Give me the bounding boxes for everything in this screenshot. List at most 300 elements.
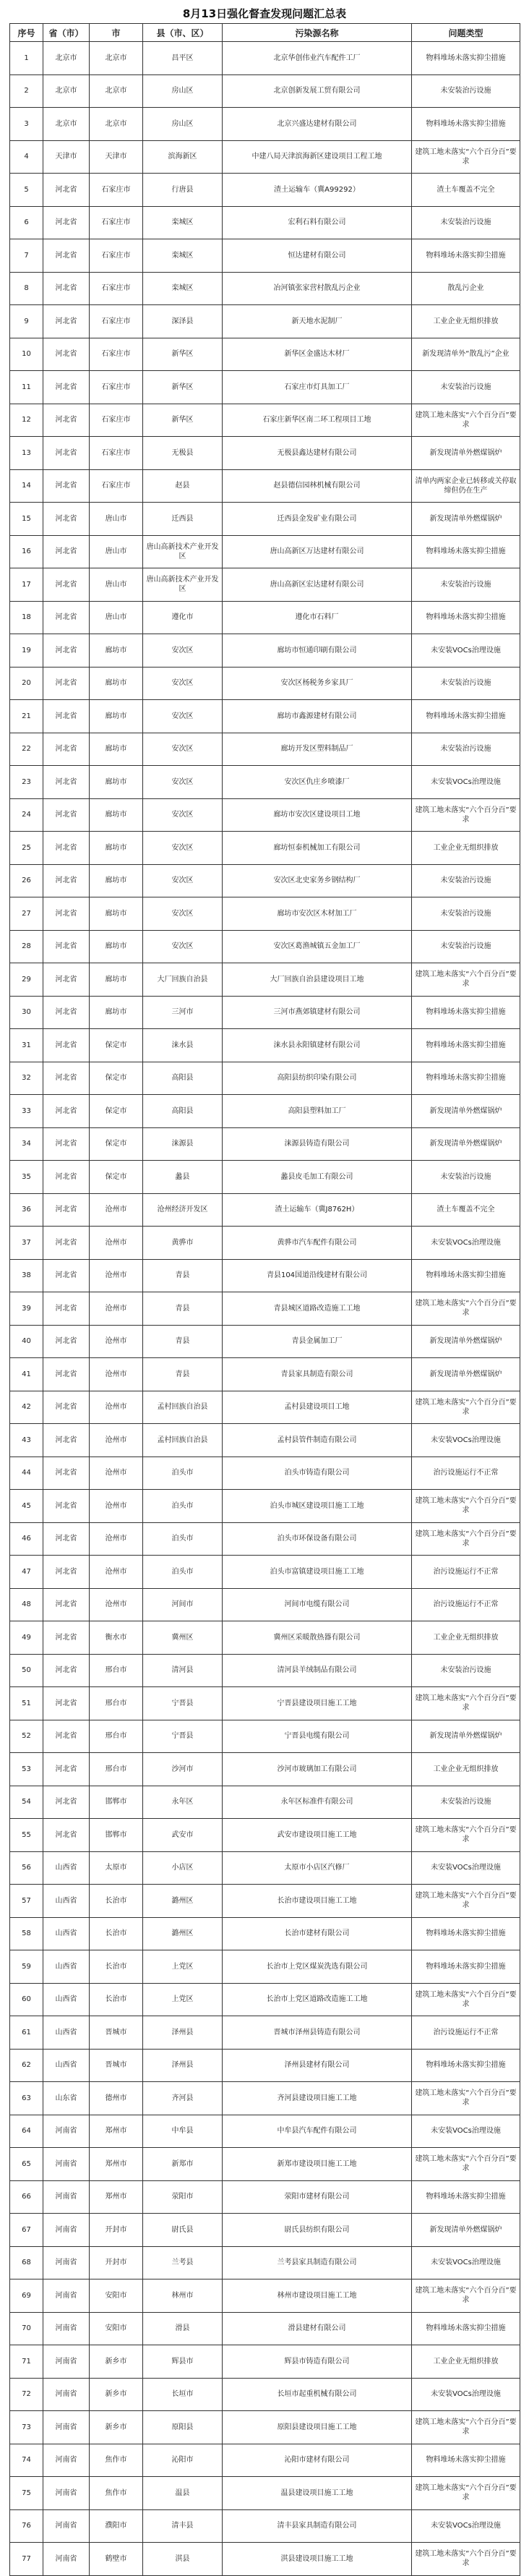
cell-issue-type: 治污设施运行不正常 bbox=[412, 1588, 520, 1621]
cell-city: 郑州市 bbox=[90, 2180, 143, 2214]
cell-province: 河北省 bbox=[43, 1819, 90, 1852]
cell-index: 18 bbox=[10, 601, 43, 634]
cell-province: 河北省 bbox=[43, 1490, 90, 1523]
cell-city: 廊坊市 bbox=[90, 667, 143, 700]
cell-issue-type: 未安装VOCs治理设施 bbox=[412, 634, 520, 668]
cell-county: 赵县 bbox=[143, 469, 223, 503]
cell-issue-type: 新发现清单外燃煤锅炉 bbox=[412, 2214, 520, 2247]
cell-province: 河北省 bbox=[43, 1161, 90, 1194]
cell-index: 8 bbox=[10, 272, 43, 305]
cell-issue-type: 未安装治污设施 bbox=[412, 1786, 520, 1819]
cell-company: 泊头市城区建设项目施工工地 bbox=[223, 1490, 412, 1523]
cell-province: 河北省 bbox=[43, 733, 90, 766]
cell-city: 沧州市 bbox=[90, 1292, 143, 1326]
cell-index: 44 bbox=[10, 1457, 43, 1490]
cell-county: 无极县 bbox=[143, 437, 223, 470]
cell-company: 安次区北史家务乡钢结构厂 bbox=[223, 864, 412, 897]
cell-city: 廊坊市 bbox=[90, 634, 143, 668]
cell-county: 沙河市 bbox=[143, 1753, 223, 1786]
cell-county: 安次区 bbox=[143, 667, 223, 700]
cell-index: 56 bbox=[10, 1851, 43, 1885]
cell-city: 北京市 bbox=[90, 42, 143, 75]
cell-index: 57 bbox=[10, 1885, 43, 1918]
cell-city: 晋城市 bbox=[90, 2016, 143, 2050]
cell-index: 43 bbox=[10, 1424, 43, 1457]
cell-index: 12 bbox=[10, 404, 43, 437]
cell-issue-type: 新发现清单外燃煤锅炉 bbox=[412, 1358, 520, 1391]
cell-city: 石家庄市 bbox=[90, 305, 143, 338]
cell-city: 郑州市 bbox=[90, 2148, 143, 2181]
table-row bbox=[10, 1950, 520, 1984]
cell-issue-type: 物料堆场未落实抑尘措施 bbox=[412, 1259, 520, 1292]
cell-county: 三河市 bbox=[143, 996, 223, 1029]
table-row bbox=[10, 2345, 520, 2379]
cell-issue-type: 物料堆场未落实抑尘措施 bbox=[412, 1029, 520, 1062]
cell-company: 河间市电缆有限公司 bbox=[223, 1588, 412, 1621]
cell-company: 冀州区采暖散热器有限公司 bbox=[223, 1621, 412, 1655]
cell-index: 29 bbox=[10, 963, 43, 997]
cell-issue-type: 治污设施运行不正常 bbox=[412, 2016, 520, 2050]
table-row bbox=[10, 1819, 520, 1852]
cell-city: 廊坊市 bbox=[90, 996, 143, 1029]
cell-province: 河南省 bbox=[43, 2444, 90, 2477]
cell-province: 河南省 bbox=[43, 2411, 90, 2444]
cell-issue-type: 工业企业无组织排放 bbox=[412, 305, 520, 338]
table-row bbox=[10, 206, 520, 239]
cell-county: 唐山高新技术产业开发区 bbox=[143, 535, 223, 568]
cell-company: 石家庄新华区南二环工程项目工地 bbox=[223, 404, 412, 437]
table-row bbox=[10, 667, 520, 700]
cell-county: 房山区 bbox=[143, 74, 223, 108]
cell-index: 74 bbox=[10, 2444, 43, 2477]
cell-company: 北京创新发展工贸有限公司 bbox=[223, 74, 412, 108]
table-row bbox=[10, 404, 520, 437]
cell-company: 石家庄市灯具加工厂 bbox=[223, 371, 412, 404]
cell-city: 长治市 bbox=[90, 1917, 143, 1950]
cell-company: 武安市建设项目施工工地 bbox=[223, 1819, 412, 1852]
cell-company: 黄骅市汽车配件有限公司 bbox=[223, 1227, 412, 1260]
cell-province: 北京市 bbox=[43, 42, 90, 75]
cell-issue-type: 物料堆场未落实抑尘措施 bbox=[412, 1917, 520, 1950]
cell-city: 焦作市 bbox=[90, 2444, 143, 2477]
cell-issue-type: 治污设施运行不正常 bbox=[412, 1457, 520, 1490]
table-row bbox=[10, 2115, 520, 2148]
cell-issue-type: 未安装VOCs治理设施 bbox=[412, 2509, 520, 2543]
cell-index: 64 bbox=[10, 2115, 43, 2148]
cell-province: 河南省 bbox=[43, 2509, 90, 2543]
cell-index: 42 bbox=[10, 1391, 43, 1424]
table-row bbox=[10, 1917, 520, 1950]
cell-city: 廊坊市 bbox=[90, 897, 143, 931]
cell-issue-type: 建筑工地未落实“六个百分百”要求 bbox=[412, 2082, 520, 2115]
table-row bbox=[10, 1161, 520, 1194]
cell-province: 河南省 bbox=[43, 2543, 90, 2576]
cell-province: 河北省 bbox=[43, 437, 90, 470]
cell-issue-type: 治污设施运行不正常 bbox=[412, 1556, 520, 1589]
table-row bbox=[10, 1687, 520, 1720]
table-body bbox=[10, 42, 520, 2576]
table-row bbox=[10, 634, 520, 668]
cell-county: 沁阳市 bbox=[143, 2444, 223, 2477]
cell-province: 河北省 bbox=[43, 1062, 90, 1095]
cell-county: 永年区 bbox=[143, 1786, 223, 1819]
cell-issue-type: 建筑工地未落实“六个百分百”要求 bbox=[412, 2148, 520, 2181]
cell-company: 宁晋县电缆有限公司 bbox=[223, 1720, 412, 1753]
cell-city: 石家庄市 bbox=[90, 174, 143, 207]
table-row bbox=[10, 140, 520, 174]
header-city: 市 bbox=[90, 24, 143, 42]
table-row bbox=[10, 2016, 520, 2050]
cell-province: 山西省 bbox=[43, 1917, 90, 1950]
cell-county: 清丰县 bbox=[143, 2509, 223, 2543]
cell-company: 齐河县建设项目施工工地 bbox=[223, 2082, 412, 2115]
cell-province: 河北省 bbox=[43, 371, 90, 404]
cell-index: 28 bbox=[10, 930, 43, 963]
cell-county: 孟村回族自治县 bbox=[143, 1391, 223, 1424]
cell-province: 河南省 bbox=[43, 2115, 90, 2148]
table-row bbox=[10, 766, 520, 799]
cell-province: 河南省 bbox=[43, 2214, 90, 2247]
cell-province: 河南省 bbox=[43, 2148, 90, 2181]
cell-province: 河北省 bbox=[43, 1259, 90, 1292]
cell-county: 新华区 bbox=[143, 338, 223, 371]
cell-province: 河北省 bbox=[43, 700, 90, 733]
cell-issue-type: 未安装治污设施 bbox=[412, 864, 520, 897]
cell-city: 保定市 bbox=[90, 1127, 143, 1161]
cell-issue-type: 新发现清单外燃煤锅炉 bbox=[412, 1325, 520, 1358]
cell-city: 沧州市 bbox=[90, 1193, 143, 1227]
cell-issue-type: 新发现清单外燃煤锅炉 bbox=[412, 503, 520, 536]
cell-index: 70 bbox=[10, 2312, 43, 2345]
document-title: 8月13日强化督查发现问题汇总表 bbox=[182, 7, 347, 20]
cell-province: 山西省 bbox=[43, 1950, 90, 1984]
cell-index: 65 bbox=[10, 2148, 43, 2181]
cell-issue-type: 建筑工地未落实“六个百分百”要求 bbox=[412, 2543, 520, 2576]
cell-company: 恒达建材有限公司 bbox=[223, 239, 412, 273]
cell-issue-type: 建筑工地未落实“六个百分百”要求 bbox=[412, 1391, 520, 1424]
cell-city: 德州市 bbox=[90, 2082, 143, 2115]
cell-issue-type: 物料堆场未落实抑尘措施 bbox=[412, 42, 520, 75]
cell-company: 廊坊市恒通印刷有限公司 bbox=[223, 634, 412, 668]
cell-city: 沧州市 bbox=[90, 1522, 143, 1556]
cell-county: 栾城区 bbox=[143, 239, 223, 273]
cell-city: 沧州市 bbox=[90, 1457, 143, 1490]
cell-issue-type: 物料堆场未落实抑尘措施 bbox=[412, 601, 520, 634]
table-row bbox=[10, 1753, 520, 1786]
cell-province: 河北省 bbox=[43, 1227, 90, 1260]
cell-issue-type: 新发现清单外燃煤锅炉 bbox=[412, 1720, 520, 1753]
cell-county: 泊头市 bbox=[143, 1522, 223, 1556]
cell-county: 栾城区 bbox=[143, 272, 223, 305]
cell-company: 温县建设项目施工工地 bbox=[223, 2477, 412, 2510]
table-row bbox=[10, 733, 520, 766]
cell-company: 安次区杨税务乡家具厂 bbox=[223, 667, 412, 700]
cell-province: 山西省 bbox=[43, 1885, 90, 1918]
cell-province: 河北省 bbox=[43, 897, 90, 931]
cell-issue-type: 新发现清单外燃煤锅炉 bbox=[412, 1095, 520, 1128]
table-row bbox=[10, 1522, 520, 1556]
cell-province: 河北省 bbox=[43, 1292, 90, 1326]
cell-county: 青县 bbox=[143, 1358, 223, 1391]
cell-county: 武安市 bbox=[143, 1819, 223, 1852]
cell-county: 原阳县 bbox=[143, 2411, 223, 2444]
cell-index: 72 bbox=[10, 2378, 43, 2411]
cell-county: 宁晋县 bbox=[143, 1687, 223, 1720]
cell-province: 河南省 bbox=[43, 2246, 90, 2279]
cell-company: 高阳县纺织印染有限公司 bbox=[223, 1062, 412, 1095]
cell-province: 河北省 bbox=[43, 568, 90, 602]
table-row bbox=[10, 469, 520, 503]
cell-issue-type: 未安装VOCs治理设施 bbox=[412, 2246, 520, 2279]
cell-province: 河北省 bbox=[43, 798, 90, 832]
cell-issue-type: 未安装VOCs治理设施 bbox=[412, 1851, 520, 1885]
cell-province: 河北省 bbox=[43, 1786, 90, 1819]
cell-county: 蠡县 bbox=[143, 1161, 223, 1194]
cell-company: 青县104国道沿线建材有限公司 bbox=[223, 1259, 412, 1292]
cell-city: 鹤壁市 bbox=[90, 2543, 143, 2576]
cell-city: 衡水市 bbox=[90, 1621, 143, 1655]
cell-issue-type: 建筑工地未落实“六个百分百”要求 bbox=[412, 1819, 520, 1852]
cell-index: 23 bbox=[10, 766, 43, 799]
cell-company: 泽州县建材有限公司 bbox=[223, 2049, 412, 2082]
cell-county: 昌平区 bbox=[143, 42, 223, 75]
cell-province: 河北省 bbox=[43, 667, 90, 700]
issues-table bbox=[9, 23, 520, 2576]
cell-index: 71 bbox=[10, 2345, 43, 2379]
table-row bbox=[10, 503, 520, 536]
cell-company: 沙河市玻璃加工有限公司 bbox=[223, 1753, 412, 1786]
cell-issue-type: 工业企业无组织排放 bbox=[412, 1621, 520, 1655]
cell-issue-type: 建筑工地未落实“六个百分百”要求 bbox=[412, 2279, 520, 2313]
cell-county: 大厂回族自治县 bbox=[143, 963, 223, 997]
cell-city: 石家庄市 bbox=[90, 437, 143, 470]
cell-county: 安次区 bbox=[143, 733, 223, 766]
cell-company: 廊坊恒泰机械加工有限公司 bbox=[223, 832, 412, 865]
table-row bbox=[10, 1095, 520, 1128]
cell-index: 60 bbox=[10, 1983, 43, 2016]
cell-index: 49 bbox=[10, 1621, 43, 1655]
cell-issue-type: 未安装治污设施 bbox=[412, 371, 520, 404]
table-row bbox=[10, 1556, 520, 1589]
cell-index: 7 bbox=[10, 239, 43, 273]
cell-county: 淇县 bbox=[143, 2543, 223, 2576]
cell-issue-type: 物料堆场未落实抑尘措施 bbox=[412, 2444, 520, 2477]
cell-issue-type: 物料堆场未落实抑尘措施 bbox=[412, 1950, 520, 1984]
cell-index: 53 bbox=[10, 1753, 43, 1786]
cell-index: 76 bbox=[10, 2509, 43, 2543]
table-row bbox=[10, 1227, 520, 1260]
cell-county: 安次区 bbox=[143, 930, 223, 963]
cell-issue-type: 未安装VOCs治理设施 bbox=[412, 1424, 520, 1457]
cell-index: 27 bbox=[10, 897, 43, 931]
table-row bbox=[10, 2444, 520, 2477]
cell-issue-type: 未安装治污设施 bbox=[412, 74, 520, 108]
cell-company: 滑县建材有限公司 bbox=[223, 2312, 412, 2345]
cell-county: 青县 bbox=[143, 1259, 223, 1292]
cell-county: 宁晋县 bbox=[143, 1720, 223, 1753]
cell-county: 林州市 bbox=[143, 2279, 223, 2313]
cell-city: 沧州市 bbox=[90, 1391, 143, 1424]
cell-index: 46 bbox=[10, 1522, 43, 1556]
cell-company: 泊头市铸造有限公司 bbox=[223, 1457, 412, 1490]
cell-city: 长治市 bbox=[90, 1885, 143, 1918]
table-row bbox=[10, 1588, 520, 1621]
cell-index: 6 bbox=[10, 206, 43, 239]
cell-issue-type: 建筑工地未落实“六个百分百”要求 bbox=[412, 140, 520, 174]
cell-company: 新郑市建设项目施工工地 bbox=[223, 2148, 412, 2181]
cell-county: 安次区 bbox=[143, 832, 223, 865]
cell-index: 17 bbox=[10, 568, 43, 602]
cell-county: 新郑市 bbox=[143, 2148, 223, 2181]
header-index: 序号 bbox=[10, 24, 43, 42]
cell-index: 63 bbox=[10, 2082, 43, 2115]
cell-county: 兰考县 bbox=[143, 2246, 223, 2279]
cell-county: 青县 bbox=[143, 1292, 223, 1326]
table-row bbox=[10, 437, 520, 470]
table-row bbox=[10, 1983, 520, 2016]
cell-index: 33 bbox=[10, 1095, 43, 1128]
cell-city: 焦作市 bbox=[90, 2477, 143, 2510]
cell-issue-type: 建筑工地未落实“六个百分百”要求 bbox=[412, 2477, 520, 2510]
cell-index: 31 bbox=[10, 1029, 43, 1062]
cell-issue-type: 未安装治污设施 bbox=[412, 733, 520, 766]
cell-province: 河北省 bbox=[43, 1720, 90, 1753]
cell-city: 北京市 bbox=[90, 108, 143, 141]
cell-issue-type: 散乱污企业 bbox=[412, 272, 520, 305]
cell-index: 26 bbox=[10, 864, 43, 897]
cell-county: 新华区 bbox=[143, 404, 223, 437]
table-row bbox=[10, 1193, 520, 1227]
cell-company: 中牟县汽车配件有限公司 bbox=[223, 2115, 412, 2148]
cell-province: 河北省 bbox=[43, 1522, 90, 1556]
table-row bbox=[10, 1885, 520, 1918]
cell-issue-type: 未安装VOCs治理设施 bbox=[412, 766, 520, 799]
cell-index: 50 bbox=[10, 1654, 43, 1687]
table-row bbox=[10, 568, 520, 602]
cell-city: 保定市 bbox=[90, 1062, 143, 1095]
cell-index: 59 bbox=[10, 1950, 43, 1984]
cell-company: 长治市上党区道路改造施工工地 bbox=[223, 1983, 412, 2016]
table-row bbox=[10, 864, 520, 897]
cell-index: 52 bbox=[10, 1720, 43, 1753]
cell-city: 邢台市 bbox=[90, 1654, 143, 1687]
cell-province: 河北省 bbox=[43, 963, 90, 997]
cell-city: 保定市 bbox=[90, 1095, 143, 1128]
cell-province: 河南省 bbox=[43, 2180, 90, 2214]
cell-company: 渣土运输车（冀J8762H） bbox=[223, 1193, 412, 1227]
cell-city: 沧州市 bbox=[90, 1259, 143, 1292]
cell-company: 冶河镇张家营村散乱污企业 bbox=[223, 272, 412, 305]
cell-county: 安次区 bbox=[143, 864, 223, 897]
cell-index: 67 bbox=[10, 2214, 43, 2247]
cell-company: 长治市上党区煤炭洗选有限公司 bbox=[223, 1950, 412, 1984]
cell-company: 高阳县塑料加工厂 bbox=[223, 1095, 412, 1128]
cell-company: 淇县建设项目施工工地 bbox=[223, 2543, 412, 2576]
cell-county: 齐河县 bbox=[143, 2082, 223, 2115]
table-row bbox=[10, 1127, 520, 1161]
cell-index: 3 bbox=[10, 108, 43, 141]
cell-issue-type: 渣土车覆盖不完全 bbox=[412, 174, 520, 207]
table-row bbox=[10, 305, 520, 338]
cell-company: 安次区仇庄乡喷漆厂 bbox=[223, 766, 412, 799]
cell-issue-type: 工业企业无组织排放 bbox=[412, 1753, 520, 1786]
cell-city: 石家庄市 bbox=[90, 206, 143, 239]
table-row bbox=[10, 1851, 520, 1885]
cell-index: 48 bbox=[10, 1588, 43, 1621]
cell-city: 邯郸市 bbox=[90, 1819, 143, 1852]
table-row bbox=[10, 2049, 520, 2082]
cell-company: 长垣市起重机械有限公司 bbox=[223, 2378, 412, 2411]
cell-company: 原阳县建设项目施工工地 bbox=[223, 2411, 412, 2444]
cell-province: 河北省 bbox=[43, 1687, 90, 1720]
cell-issue-type: 新发现清单外“散乱污”企业 bbox=[412, 338, 520, 371]
cell-county: 上党区 bbox=[143, 1950, 223, 1984]
cell-city: 沧州市 bbox=[90, 1556, 143, 1589]
table-row bbox=[10, 2082, 520, 2115]
cell-province: 河北省 bbox=[43, 634, 90, 668]
cell-county: 中牟县 bbox=[143, 2115, 223, 2148]
cell-province: 河北省 bbox=[43, 469, 90, 503]
cell-province: 河北省 bbox=[43, 1193, 90, 1227]
cell-province: 山东省 bbox=[43, 2082, 90, 2115]
cell-province: 河北省 bbox=[43, 1029, 90, 1062]
cell-index: 24 bbox=[10, 798, 43, 832]
cell-city: 濮阳市 bbox=[90, 2509, 143, 2543]
cell-index: 4 bbox=[10, 140, 43, 174]
cell-county: 安次区 bbox=[143, 766, 223, 799]
cell-county: 尉氏县 bbox=[143, 2214, 223, 2247]
cell-province: 山西省 bbox=[43, 2016, 90, 2050]
cell-province: 河北省 bbox=[43, 206, 90, 239]
cell-county: 安次区 bbox=[143, 634, 223, 668]
cell-city: 长治市 bbox=[90, 1983, 143, 2016]
table-row bbox=[10, 2246, 520, 2279]
cell-city: 邢台市 bbox=[90, 1687, 143, 1720]
cell-issue-type: 清单内两家企业已转移或关停取缔但仍在生产 bbox=[412, 469, 520, 503]
table-row bbox=[10, 1358, 520, 1391]
cell-index: 35 bbox=[10, 1161, 43, 1194]
table-row bbox=[10, 963, 520, 997]
cell-county: 潞州区 bbox=[143, 1917, 223, 1950]
table-row bbox=[10, 1029, 520, 1062]
cell-company: 三河市燕郊镇建材有限公司 bbox=[223, 996, 412, 1029]
cell-province: 河北省 bbox=[43, 1588, 90, 1621]
cell-company: 清丰县家具制造有限公司 bbox=[223, 2509, 412, 2543]
cell-issue-type: 未安装治污设施 bbox=[412, 897, 520, 931]
cell-city: 廊坊市 bbox=[90, 963, 143, 997]
cell-province: 河北省 bbox=[43, 1654, 90, 1687]
cell-company: 蠡县皮毛加工有限公司 bbox=[223, 1161, 412, 1194]
cell-index: 30 bbox=[10, 996, 43, 1029]
table-row bbox=[10, 1490, 520, 1523]
cell-county: 荥阳市 bbox=[143, 2180, 223, 2214]
cell-index: 2 bbox=[10, 74, 43, 108]
cell-province: 河北省 bbox=[43, 1621, 90, 1655]
cell-company: 涞水县永阳镇建材有限公司 bbox=[223, 1029, 412, 1062]
cell-index: 22 bbox=[10, 733, 43, 766]
cell-city: 天津市 bbox=[90, 140, 143, 174]
cell-county: 孟村回族自治县 bbox=[143, 1424, 223, 1457]
cell-province: 河南省 bbox=[43, 2279, 90, 2313]
cell-index: 38 bbox=[10, 1259, 43, 1292]
cell-issue-type: 建筑工地未落实“六个百分百”要求 bbox=[412, 963, 520, 997]
cell-city: 石家庄市 bbox=[90, 272, 143, 305]
cell-city: 开封市 bbox=[90, 2246, 143, 2279]
cell-index: 15 bbox=[10, 503, 43, 536]
cell-company: 廊坊市安次区木材加工厂 bbox=[223, 897, 412, 931]
cell-county: 行唐县 bbox=[143, 174, 223, 207]
cell-city: 沧州市 bbox=[90, 1325, 143, 1358]
